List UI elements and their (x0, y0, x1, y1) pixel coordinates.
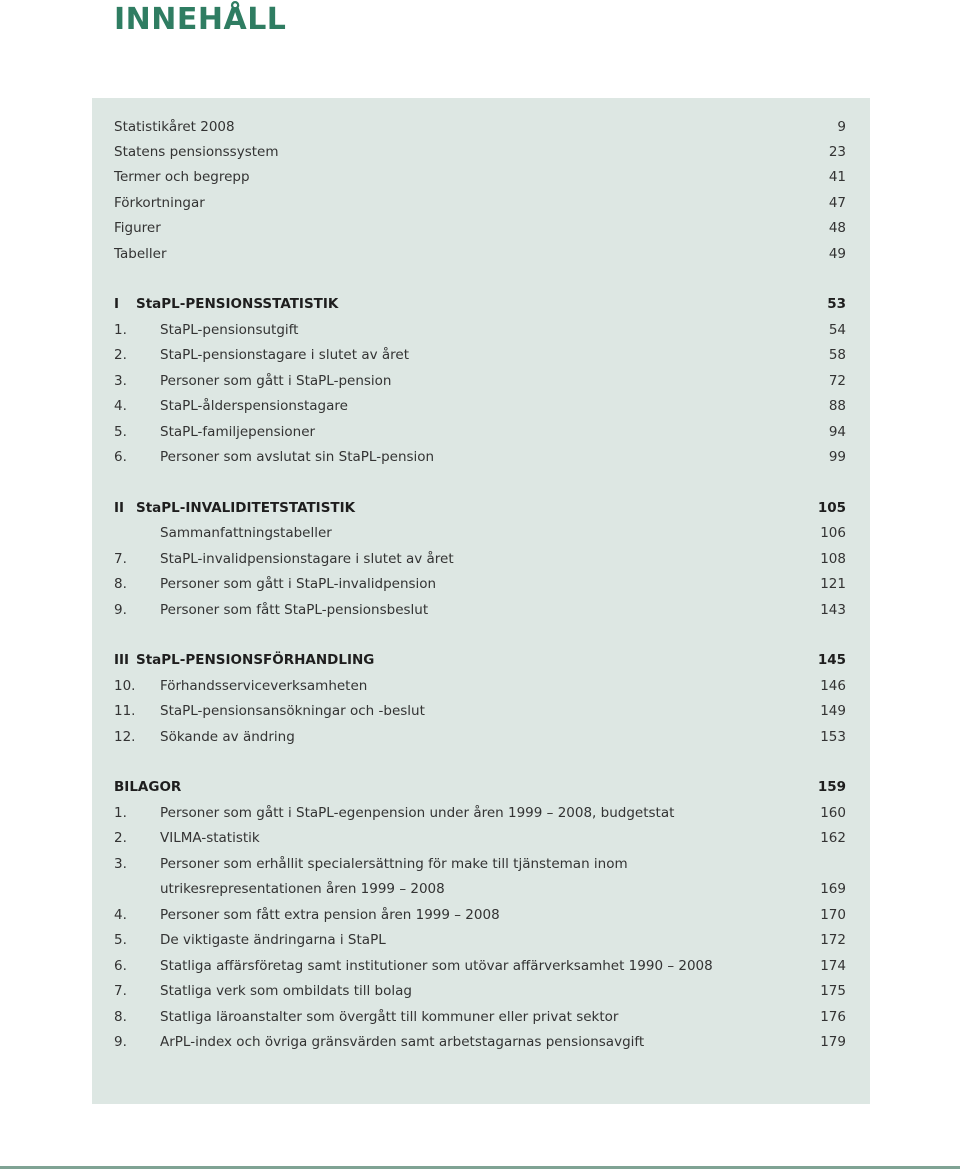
toc-entry-number: 7. (114, 983, 127, 999)
toc-entry-number: 12. (114, 729, 136, 745)
toc-entry-number: 7. (114, 551, 127, 567)
toc-entry-page: 145 (817, 652, 846, 668)
toc-entry[interactable] (92, 1029, 870, 1055)
toc-entry[interactable] (92, 215, 870, 241)
toc-entry-title: StaPL-pensionsansökningar och -beslut (160, 703, 425, 719)
toc-entry-page: 41 (828, 169, 846, 185)
toc-entry-title: Figurer (114, 220, 161, 236)
toc-entry-title: Statistikåret 2008 (114, 119, 235, 135)
toc-entry[interactable] (92, 698, 870, 724)
toc-entry-title: StaPL-PENSIONSSTATISTIK (136, 296, 339, 312)
toc-entry-page: 174 (820, 958, 846, 974)
toc-entry-title: Personer som gått i StaPL-pension (160, 373, 392, 389)
toc-entry-number: 6. (114, 449, 127, 465)
toc-entry-title: ArPL-index och övriga gränsvärden samt arbetstagarnas pensionsavgift (160, 1034, 645, 1050)
toc-entry[interactable] (92, 774, 870, 800)
toc-entry-page: 58 (828, 347, 846, 363)
toc-entry-title: StaPL-INVALIDITETSTATISTIK (136, 500, 356, 516)
toc-entry[interactable] (92, 571, 870, 597)
toc-entry-number: 11. (114, 703, 136, 719)
toc-entry[interactable] (92, 368, 870, 394)
toc-entry[interactable] (92, 953, 870, 979)
toc-entry[interactable] (92, 724, 870, 750)
toc-entry-page: 143 (820, 602, 846, 618)
toc-entry-page: 72 (828, 373, 846, 389)
toc-entry-number: 3. (114, 856, 127, 872)
toc-entry[interactable] (92, 342, 870, 368)
toc-entry-number: 2. (114, 830, 127, 846)
toc-entry-title: StaPL-familjepensioner (160, 424, 316, 440)
toc-entry[interactable] (92, 520, 870, 546)
toc-entry-number: 3. (114, 373, 127, 389)
toc-entry-title: Förhandsserviceverksamheten (160, 678, 368, 694)
toc-entry[interactable] (92, 825, 870, 851)
toc-entry[interactable] (92, 114, 870, 140)
toc-entry-number: 4. (114, 907, 127, 923)
toc-entry[interactable] (92, 673, 870, 699)
toc-entry-title: StaPL-pensionstagare i slutet av året (160, 347, 409, 363)
toc-entry[interactable] (92, 241, 870, 267)
toc-entry-page: 175 (820, 983, 846, 999)
toc-entry-page: 160 (820, 805, 846, 821)
toc-entry[interactable] (92, 647, 870, 673)
toc-entry[interactable] (92, 190, 870, 216)
toc-entry-title: Statliga läroanstalter som övergått till kommuner eller privat sektor (160, 1009, 619, 1025)
toc-entry-page: 121 (820, 576, 846, 592)
toc-entry-page: 149 (820, 703, 846, 719)
toc-entry-page: 170 (820, 907, 846, 923)
toc-entry-number: 8. (114, 576, 127, 592)
toc-entry-number: I (114, 296, 120, 312)
toc-entry-number: 9. (114, 602, 127, 618)
toc-entry-number: III (114, 652, 130, 668)
toc-entry-page: 108 (820, 551, 846, 567)
toc-entry-page: 176 (820, 1009, 846, 1025)
toc-entry[interactable] (92, 927, 870, 953)
toc-entry-number: 4. (114, 398, 127, 414)
toc-entry-page: 179 (820, 1034, 846, 1050)
toc-entry-page: 159 (817, 779, 846, 795)
toc-entry-title: VILMA-statistik (160, 830, 260, 846)
toc-entry[interactable] (92, 597, 870, 623)
toc-entry[interactable] (92, 419, 870, 445)
toc-entry-number: 10. (114, 678, 136, 694)
toc-entry-number: II (114, 500, 125, 516)
toc-entry[interactable] (92, 1004, 870, 1030)
toc-entry-page: 169 (820, 881, 846, 897)
toc-entry-title: Personer som fått extra pension åren 1999 – 2008 (160, 907, 500, 923)
toc-panel (92, 98, 870, 1104)
toc-entry[interactable] (92, 444, 870, 470)
toc-entry[interactable] (92, 902, 870, 928)
toc-entry[interactable] (92, 546, 870, 572)
toc-entry-number: 6. (114, 958, 127, 974)
toc-entry-page: 48 (828, 220, 846, 236)
toc-entry-number: 2. (114, 347, 127, 363)
toc-entry-title: Personer som fått StaPL-pensionsbeslut (160, 602, 429, 618)
bottom-rule (0, 1166, 960, 1169)
toc-entry-title: BILAGOR (114, 779, 182, 795)
toc-entry-title: Personer som gått i StaPL-invalidpension (160, 576, 437, 592)
toc-entry-page: 106 (820, 525, 846, 541)
toc-entry-page: 49 (828, 246, 846, 262)
toc-entry-number: 1. (114, 322, 127, 338)
toc-entry-number: 5. (114, 932, 127, 948)
toc-entry-page: 153 (820, 729, 846, 745)
toc-entry-page: 88 (828, 398, 846, 414)
toc-entry-number: 5. (114, 424, 127, 440)
page-title: INNEHÅLL (114, 2, 287, 37)
toc-entry-page: 99 (828, 449, 846, 465)
toc-entry-number: 9. (114, 1034, 127, 1050)
toc-entry-page: 172 (820, 932, 846, 948)
toc-entry-title: Förkortningar (114, 195, 205, 211)
toc-entry[interactable] (92, 139, 870, 165)
toc-entry-title: Sökande av ändring (160, 729, 295, 745)
toc-entry-page: 47 (828, 195, 846, 211)
toc-entry-page: 94 (828, 424, 846, 440)
toc-entry-page: 54 (828, 322, 846, 338)
toc-entry-title: StaPL-PENSIONSFÖRHANDLING (136, 652, 375, 668)
toc-entry-title: StaPL-pensionsutgift (160, 322, 299, 338)
toc-entry-title: StaPL-ålderspensionstagare (160, 398, 348, 414)
toc-entry-title: StaPL-invalidpensionstagare i slutet av året (160, 551, 454, 567)
toc-entry[interactable] (92, 164, 870, 190)
toc-entry-page: 146 (820, 678, 846, 694)
toc-entry[interactable] (92, 317, 870, 343)
toc-entry[interactable] (92, 495, 870, 521)
toc-entry-title: Tabeller (114, 246, 167, 262)
toc-entry-title: De viktigaste ändringarna i StaPL (160, 932, 386, 948)
toc-entry-title: Personer som avslutat sin StaPL-pension (160, 449, 435, 465)
toc-entry[interactable] (92, 393, 870, 419)
toc-entry-page: 162 (820, 830, 846, 846)
toc-entry-title: Sammanfattningstabeller (160, 525, 332, 541)
toc-entry[interactable] (92, 876, 870, 902)
toc-entry[interactable] (92, 978, 870, 1004)
toc-entry-number: 1. (114, 805, 127, 821)
toc-entry-number: 8. (114, 1009, 127, 1025)
toc-entry-title: Personer som gått i StaPL-egenpension under åren 1999 – 2008, budgetstat (160, 805, 675, 821)
toc-entry[interactable] (92, 291, 870, 317)
toc-entry[interactable] (92, 851, 870, 877)
toc-entry-title: utrikesrepresentationen åren 1999 – 2008 (160, 881, 445, 897)
toc-entry-page: 105 (817, 500, 846, 516)
toc-entry[interactable] (92, 800, 870, 826)
toc-entry-title: Statliga verk som ombildats till bolag (160, 983, 412, 999)
toc-entry-title: Personer som erhållit specialersättning för make till tjänsteman inom (160, 856, 628, 872)
toc-entry-page: 53 (827, 296, 846, 312)
toc-entry-title: Statens pensionssystem (114, 144, 279, 160)
toc-entry-page: 9 (837, 119, 846, 135)
toc-entry-page: 23 (828, 144, 846, 160)
toc-entry-title: Termer och begrepp (114, 169, 250, 185)
toc-entry-title: Statliga affärsföretag samt institutioner som utövar affärverksamhet 1990 – 2008 (160, 958, 713, 974)
